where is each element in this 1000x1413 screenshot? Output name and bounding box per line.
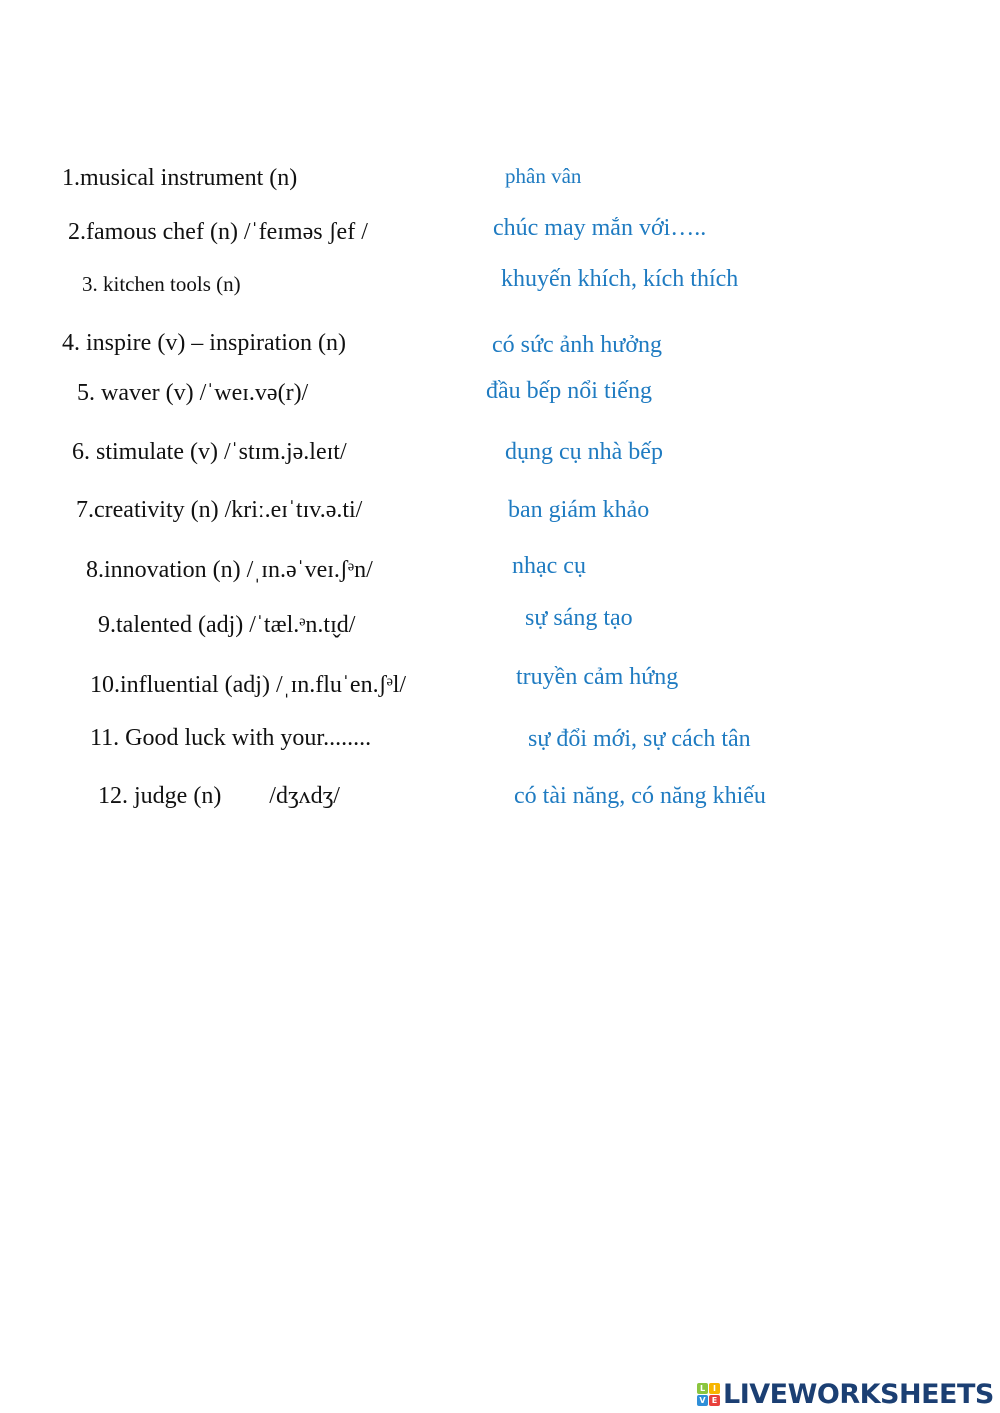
term-7: 7.creativity (n) /kriː.eɪˈtɪv.ə.ti/ bbox=[76, 497, 363, 523]
term-11: 11. Good luck with your........ bbox=[90, 725, 372, 751]
term-10: 10.influential (adj) /ˌɪn.fluˈen.ʃᵊl/ bbox=[90, 672, 407, 698]
term-6: 6. stimulate (v) /ˈstɪm.jə.leɪt/ bbox=[72, 439, 347, 465]
term-5: 5. waver (v) /ˈweɪ.və(r)/ bbox=[77, 380, 309, 406]
answer-box-5[interactable]: đầu bếp nổi tiếng bbox=[486, 378, 652, 404]
term-4: 4. inspire (v) – inspiration (n) bbox=[62, 330, 346, 356]
logo-cube: L bbox=[697, 1383, 708, 1394]
term-12: 12. judge (n) /dʒʌdʒ/ bbox=[98, 783, 340, 809]
logo-cube: I bbox=[709, 1383, 720, 1394]
term-9: 9.talented (adj) /ˈtæl.ᵊn.tɪ̬d/ bbox=[98, 612, 356, 638]
answer-box-6[interactable]: dụng cụ nhà bếp bbox=[505, 439, 663, 465]
answer-box-7[interactable]: ban giám khảo bbox=[508, 497, 650, 523]
answer-box-1[interactable]: phân vân bbox=[505, 164, 582, 188]
term-3: 3. kitchen tools (n) bbox=[82, 272, 241, 296]
logo-text: LIVEWORKSHEETS bbox=[723, 1379, 994, 1410]
answer-box-11[interactable]: sự đổi mới, sự cách tân bbox=[528, 726, 751, 752]
answer-box-3[interactable]: khuyến khích, kích thích bbox=[501, 266, 739, 292]
answer-box-4[interactable]: có sức ảnh hưởng bbox=[492, 332, 663, 358]
term-2: 2.famous chef (n) /ˈfeɪməs ʃef / bbox=[68, 219, 368, 245]
logo-cube: V bbox=[697, 1395, 708, 1406]
logo-cubes-icon bbox=[697, 1383, 720, 1406]
answer-box-8[interactable]: nhạc cụ bbox=[512, 553, 586, 579]
answer-box-9[interactable]: sự sáng tạo bbox=[525, 605, 633, 631]
term-1: 1.musical instrument (n) bbox=[62, 165, 298, 191]
answer-box-10[interactable]: truyền cảm hứng bbox=[516, 664, 679, 690]
liveworksheets-logo bbox=[697, 1379, 994, 1410]
term-8: 8.innovation (n) /ˌɪn.əˈveɪ.ʃᵊn/ bbox=[86, 557, 373, 583]
logo-cube: E bbox=[709, 1395, 720, 1406]
answer-box-2[interactable]: chúc may mắn với….. bbox=[493, 215, 707, 241]
answer-box-12[interactable]: có tài năng, có năng khiếu bbox=[514, 783, 766, 809]
